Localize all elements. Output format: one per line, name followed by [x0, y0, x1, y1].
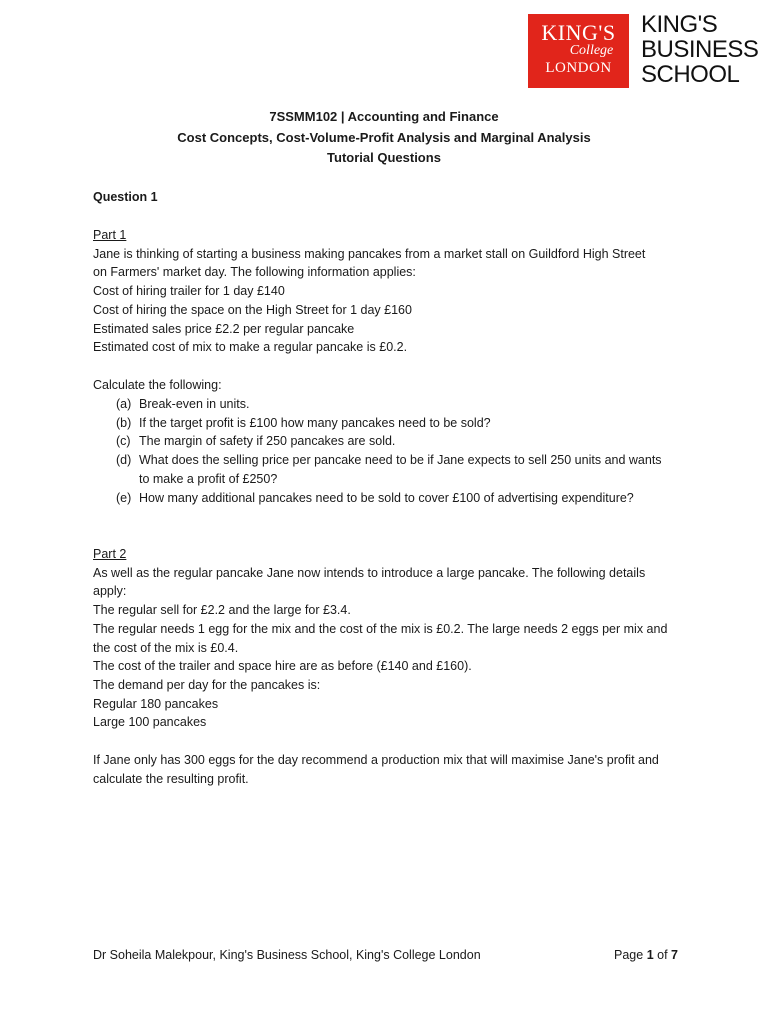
logo-text-kings: KING'S: [641, 11, 718, 38]
logo-text-business: BUSINESS: [641, 36, 759, 63]
list-item-text: to make a profit of £250?: [139, 471, 278, 486]
list-item: [116, 395, 681, 414]
final-question-line: calculate the resulting profit.: [93, 771, 249, 786]
list-marker: (c): [116, 434, 131, 449]
list-item: [116, 414, 681, 433]
part1-line: Cost of hiring the space on the High Street for 1 day £160: [93, 302, 412, 317]
final-question-block: [93, 751, 678, 788]
page-total: 7: [671, 948, 678, 962]
course-title: 7SSMM102 | Accounting and Finance: [269, 109, 499, 124]
page-of: of: [657, 948, 668, 962]
question-heading-block: [93, 188, 678, 207]
part1-line: Jane is thinking of starting a business making pancakes from a market stall on Guildford High Street: [93, 246, 646, 261]
part2-line: the cost of the mix is £0.4.: [93, 640, 239, 655]
logo-text-kings: KING'S: [541, 20, 616, 45]
part2-line: apply:: [93, 584, 127, 599]
part2-section: [93, 545, 678, 732]
subtitle: Tutorial Questions: [327, 150, 441, 165]
logo-text-school: SCHOOL: [641, 61, 740, 88]
list-item: [116, 489, 681, 508]
page-word: Page: [614, 948, 644, 962]
list-item: [116, 451, 681, 488]
part1-line: Estimated cost of mix to make a regular pancake is £0.2.: [93, 340, 408, 355]
list-item-text: The margin of safety if 250 pancakes are sold.: [139, 434, 396, 449]
topic-title: Cost Concepts, Cost-Volume-Profit Analysis and Marginal Analysis: [177, 129, 591, 145]
question-heading: Question 1: [93, 190, 158, 204]
footer-author: Dr Soheila Malekpour, King's Business School, King's College London: [93, 948, 481, 962]
page-current: 1: [646, 948, 654, 962]
calc-intro: Calculate the following:: [93, 378, 222, 392]
list-marker: (e): [116, 490, 132, 505]
final-question-line: If Jane only has 300 eggs for the day recommend a production mix that will maximise Jane's profit and: [93, 753, 659, 767]
list-marker: (b): [116, 415, 132, 430]
list-marker: (d): [116, 453, 132, 468]
list-item-text: How many additional pancakes need to be sold to cover £100 of advertising expenditure?: [139, 490, 634, 505]
list-item-text: If the target profit is £100 how many pancakes need to be sold?: [139, 415, 491, 430]
kings-college-london-logo: [528, 14, 629, 88]
part1-heading: Part 1: [93, 228, 127, 242]
part1-line: Cost of hiring trailer for 1 day £140: [93, 284, 285, 299]
part2-line: The regular needs 1 egg for the mix and the cost of the mix is £0.2. The large needs 2 eggs per mix and: [93, 621, 668, 636]
part1-line: on Farmers' market day. The following information applies:: [93, 265, 416, 280]
part2-line: The cost of the trailer and space hire are as before (£140 and £160).: [93, 659, 472, 674]
part2-line: As well as the regular pancake Jane now intends to introduce a large pancake. The following details: [93, 565, 646, 580]
list-item-text: What does the selling price per pancake need to be if Jane expects to sell 250 units and wants: [139, 453, 662, 468]
question-list: [116, 395, 681, 507]
kings-business-school-logo: [641, 11, 759, 90]
part2-line: The demand per day for the pancakes is:: [93, 677, 321, 692]
document-title: [93, 107, 675, 169]
part2-heading: Part 2: [93, 547, 127, 561]
list-marker: (a): [116, 397, 132, 411]
part2-line: Regular 180 pancakes: [93, 696, 219, 711]
calc-intro-block: [93, 376, 678, 395]
logo-text-college: College: [569, 43, 614, 58]
part1-line: Estimated sales price £2.2 per regular pancake: [93, 321, 355, 336]
part1-section: [93, 226, 678, 357]
page-number: [614, 946, 678, 964]
part2-line: Large 100 pancakes: [93, 715, 207, 730]
list-item-text: Break-even in units.: [139, 397, 250, 411]
list-item: [116, 432, 681, 451]
logo-text-london: LONDON: [545, 60, 612, 76]
part2-line: The regular sell for £2.2 and the large for £3.4.: [93, 603, 351, 618]
